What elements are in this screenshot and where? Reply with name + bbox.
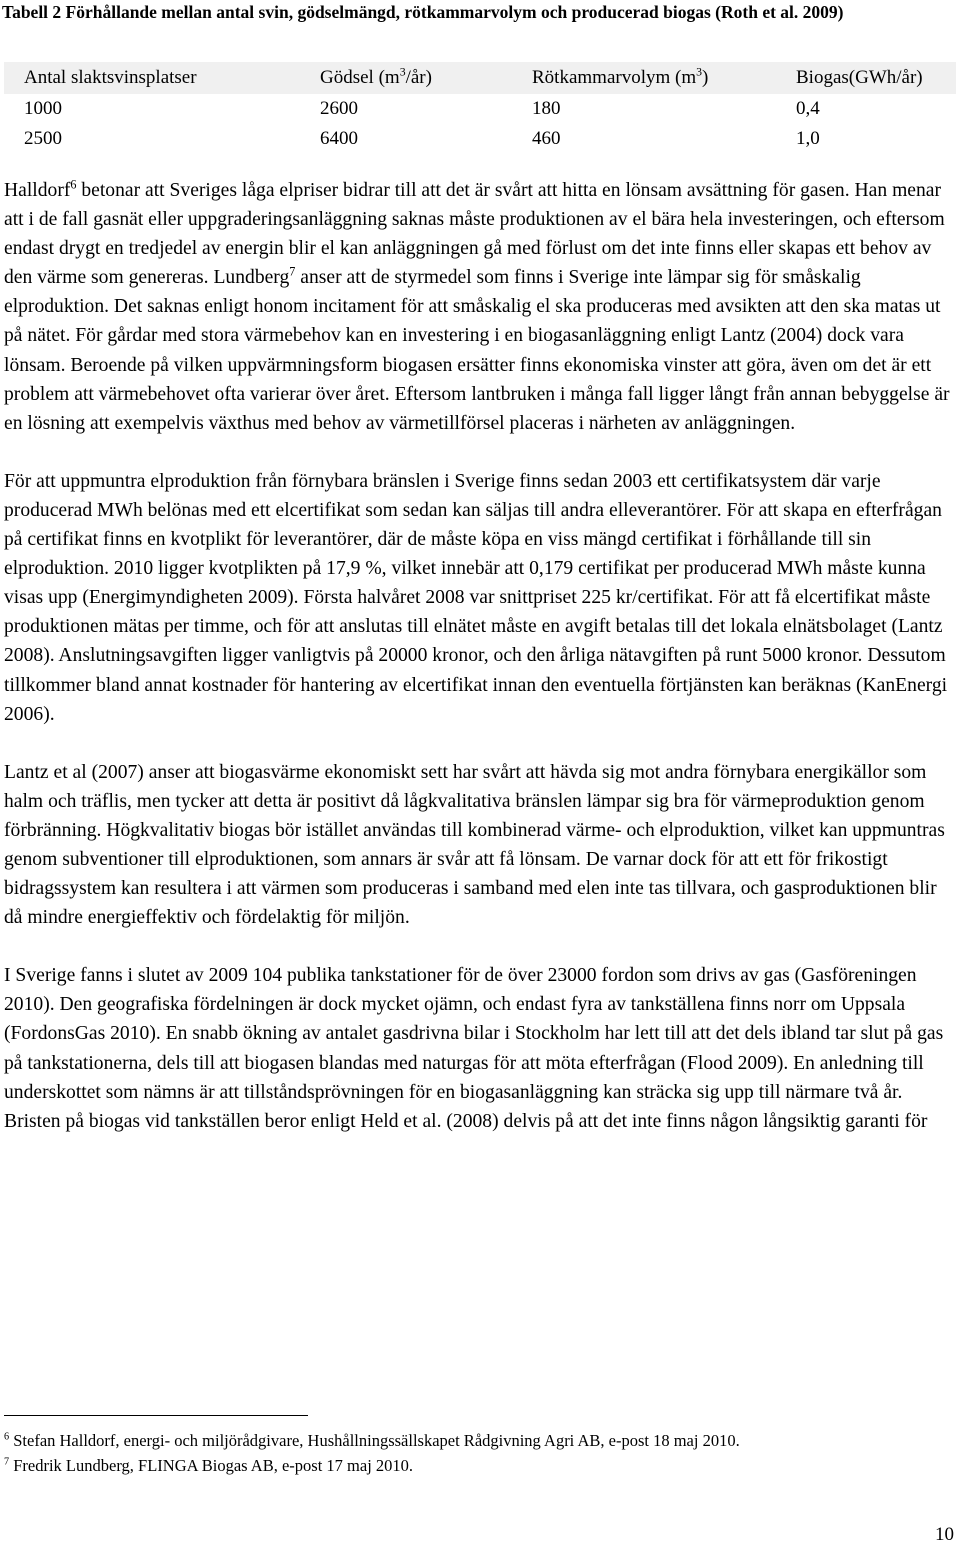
paragraph-lantz: Lantz et al (2007) anser att biogasvärme ekonomiskt sett har svårt att hävda sig mot andra förnybara energikällor som halm och träflis, men tycker att detta är positivt då lågkvalitativa bränslen lämpar sig bra för värmeproduktion genom förbränning. Högkvalitativ biogas bör istället användas till kombinerad värme- och elproduktion, vilket kan uppmuntras genom subventioner till elproduktionen, som annars är svår att få lönsam. De varnar dock för att ett för frikostigt bidragssystem kan resultera i att värmen som produceras i samband med elen inte tas tillvara, och gasproduktionen blir då mindre energieffektiv och fördelaktig för miljön. — [4, 761, 945, 929]
table-cell: 1,0 — [796, 128, 820, 149]
table-cell: 2500 — [24, 128, 62, 149]
footnote-text: Fredrik Lundberg, FLINGA Biogas AB, e-post 17 maj 2010. — [9, 1456, 414, 1475]
table-cell: 1000 — [24, 98, 62, 119]
paragraph-text: anser att de styrmedel som finns i Sverige inte lämpar sig för småskalig elproduktion. Det saknas enligt honom incitament för att småskalig el ska produceras med avsikten att den ska matas ut på nätet. För gårdar med stora värmebehov kan en investering i en biogasanläggning enligt Lantz (2004) dock vara lönsam. Beroende på vilken uppvärmningsform biogasen ersätter finns ekonomiska vinster att göra, även om det är ett problem att värmebehovet ofta varierar över året. Eftersom lantbruken i många fall ligger långt från annan bebyggelse är en lösning att exempelvis växthus med behov av värmetillförsel placeras i närheten av anläggningen. — [4, 267, 950, 434]
table-cell: 6400 — [320, 128, 358, 149]
table-cell: 2600 — [320, 98, 358, 119]
footnote-separator — [4, 1415, 308, 1416]
table-caption: Tabell 2 Förhållande mellan antal svin, gödselmängd, rötkammarvolym och producerad biogas (Roth et al. 2009) — [2, 2, 844, 22]
header-manure-post: /år) — [405, 67, 432, 88]
header-digester-volume — [512, 62, 776, 94]
table-row — [4, 124, 956, 154]
header-manure-pre: Gödsel (m — [320, 67, 400, 88]
header-digester-pre: Rötkammarvolym (m — [532, 67, 697, 88]
footnote-ref-7: 7 — [289, 264, 296, 279]
header-manure-sup: 3 — [399, 65, 406, 79]
data-table — [4, 62, 956, 154]
table-row — [4, 94, 956, 124]
footnote-text: Stefan Halldorf, energi- och miljörådgivare, Hushållningssällskapet Rådgivning Agri AB, e-post 18 maj 2010. — [9, 1431, 740, 1450]
table-header-row — [4, 62, 956, 94]
page-number: 10 — [935, 1524, 954, 1543]
header-animal-places: Antal slaktsvinsplatser — [4, 62, 300, 94]
table-cell: 180 — [532, 98, 561, 119]
table-cell: 0,4 — [796, 98, 820, 119]
footnote-number: 7 — [4, 1456, 10, 1468]
footnote-7 — [4, 1453, 956, 1478]
body-text — [4, 176, 956, 1165]
header-biogas: Biogas(GWh/år) — [776, 62, 956, 94]
header-manure — [300, 62, 512, 94]
table-cell: 460 — [532, 128, 561, 149]
paragraph-text: betonar att Sveriges låga elpriser bidrar till att det är svårt att hitta en lönsam avsättning för gasen. Han menar att i de fall gasnät eller uppgraderingsanläggning saknas måste produktionen av el bära hela investeringen, och eftersom endast drygt en tredjedel av energin blir el kan anläggningen gå med förlust om det inte finns eller skapas ett behov av den värme som genereras. Lundberg — [4, 180, 945, 289]
paragraph-halldorf — [4, 176, 956, 438]
paragraph-text: Halldorf — [4, 180, 71, 201]
footnote-6 — [4, 1428, 956, 1453]
footnote-number: 6 — [4, 1431, 10, 1443]
footnotes — [4, 1428, 956, 1478]
header-digester-sup: 3 — [696, 65, 703, 79]
paragraph-tankstationer: I Sverige fanns i slutet av 2009 104 publika tankstationer för de över 23000 fordon som drivs av gas (Gasföreningen 2010). Den geografiska fördelningen är dock mycket ojämn, och endast fyra av tankställena finns norr om Uppsala (FordonsGas 2010). En snabb ökning av antalet gasdrivna bilar i Stockholm har lett till att det dels ibland tar slut på gas på tankstationerna, dels till att biogasen blandas med naturgas för att möta efterfrågan (Flood 2009). En anledning till underskottet som nämns är att tillståndsprövningen för en biogasanläggning kan sträcka sig upp till närmare två år. Bristen på biogas vid tankställen beror enligt Held et al. (2008) delvis på att det inte finns någon långsiktig garanti för — [4, 965, 944, 1132]
paragraph-elcertifikat: För att uppmuntra elproduktion från förnybara bränslen i Sverige finns sedan 2003 ett certifikatsystem där varje producerad MWh belönas med ett elcertifikat som sedan kan säljas till andra elleverantörer. För att skapa en efterfrågan på certifikat finns en kvotplikt för leverantörer, där de måste köpa en viss mängd certifikat i förhållande till sin elproduktion. 2010 ligger kvotplikten på 17,9 %, vilket innebär att 0,179 certifikat per producerad MWh måste kunna visas upp (Energimyndigheten 2009). Första halvåret 2008 var snittpriset 225 kr/certifikat. För att få elcertifikat måste produktionen mätas per timme, och för att anslutas till elnätet måste en avgift betalas till det lokala elnätsbolaget (Lantz 2008). Anslutningsavgiften ligger vanligtvis på 20000 kronor, och den årliga nätavgiften på runt 5000 kronor. Dessutom tillkommer bland annat kostnader för hantering av elcertifikat innan den eventuella förtjänsten kan beräknas (KanEnergi 2006). — [4, 470, 948, 725]
footnote-ref-6: 6 — [70, 177, 77, 192]
header-digester-post: ) — [702, 67, 709, 88]
